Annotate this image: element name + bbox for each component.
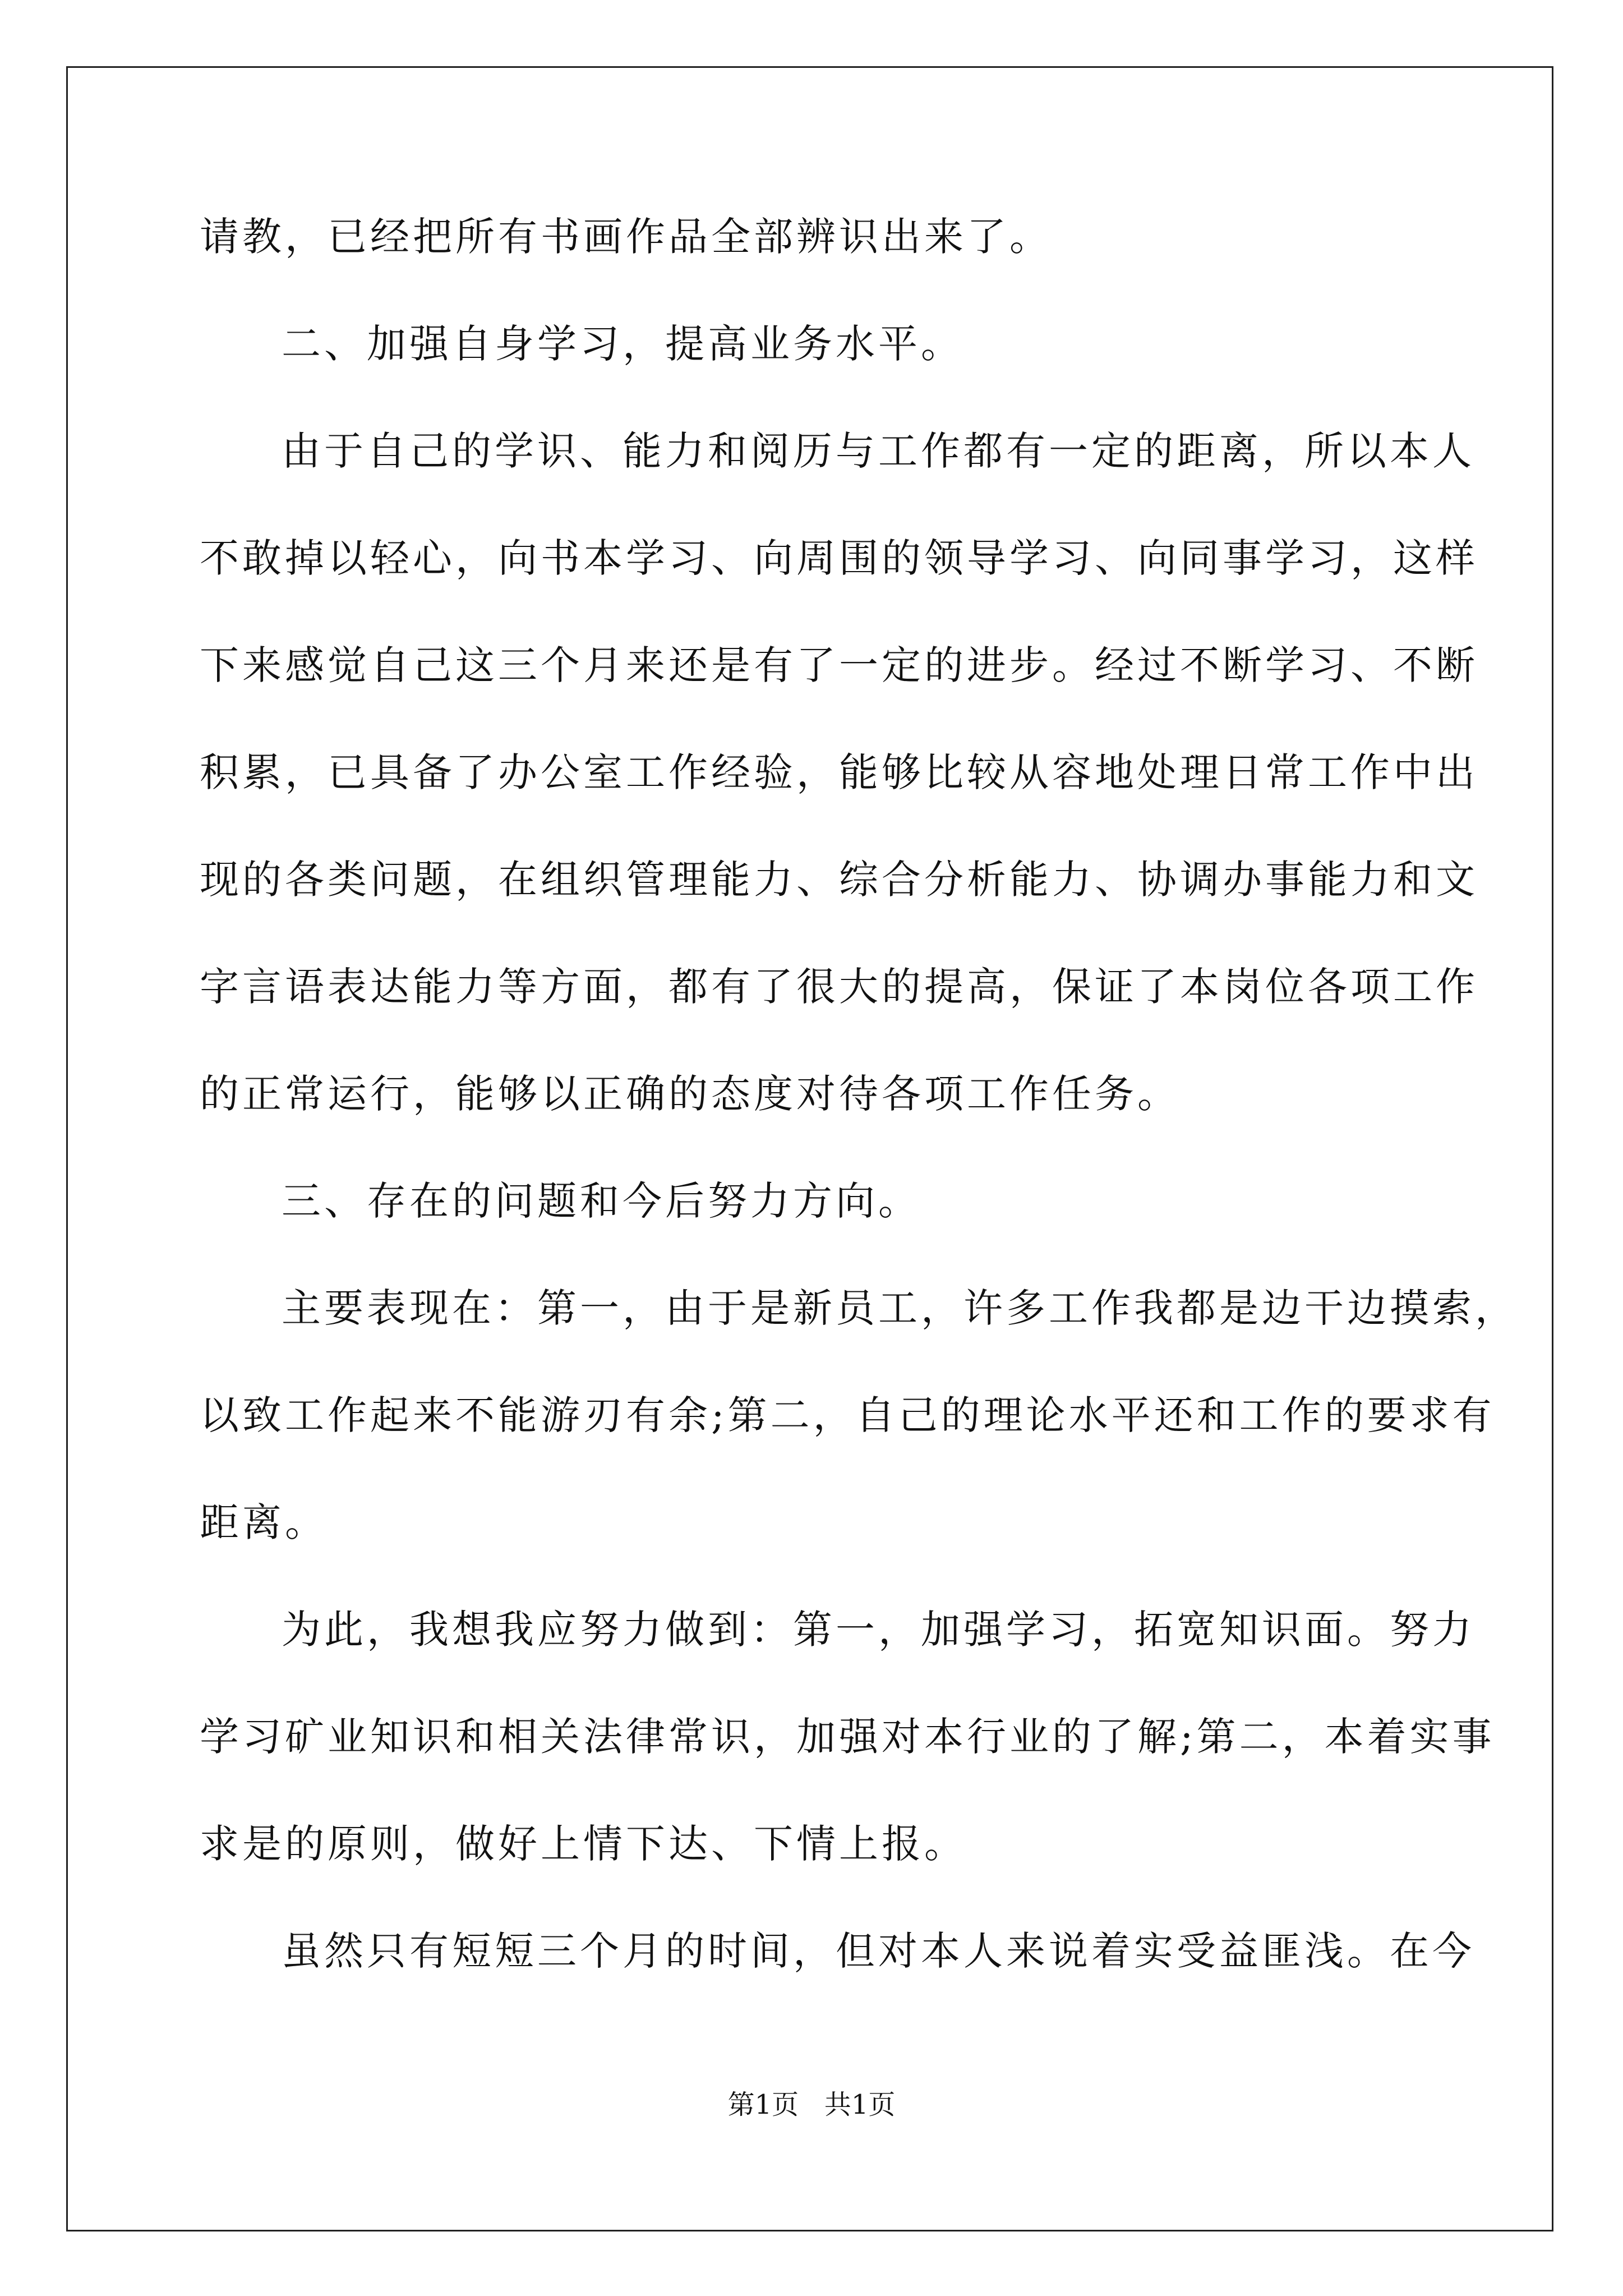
text-line-5: 下来感觉自己这三个月来还是有了一定的进步。经过不断学习、不断 [200,642,1478,688]
text-line-15: 学习矿业知识和相关法律常识，加强对本行业的了解;第二，本着实事 [200,1714,1495,1760]
text-line-3: 由于自己的学识、能力和阅历与工作都有一定的距离，所以本人 [282,428,1475,474]
text-line-6: 积累，已具备了办公室工作经验，能够比较从容地处理日常工作中出 [200,749,1478,795]
text-line-13: 距离。 [200,1499,328,1545]
text-line-4: 不敢掉以轻心，向书本学习、向周围的领导学习、向同事学习，这样 [200,535,1478,581]
text-line-1: 请教，已经把所有书画作品全部辨识出来了。 [200,214,1052,260]
text-line-7: 现的各类问题，在组织管理能力、综合分析能力、协调办事能力和文 [200,857,1478,903]
page-number-footer: 第1页 共1页 [727,2089,896,2120]
text-line-11: 主要表现在：第一，由于是新员工，许多工作我都是边干边摸索， [282,1285,1518,1331]
text-line-2: 二、加强自身学习，提高业务水平。 [282,321,963,367]
text-line-12: 以致工作起来不能游刃有余;第二，自己的理论水平还和工作的要求有 [200,1392,1495,1438]
page-border [66,66,1553,2231]
text-line-17: 虽然只有短短三个月的时间，但对本人来说着实受益匪浅。在今 [282,1928,1475,1974]
text-line-9: 的正常运行，能够以正确的态度对待各项工作任务。 [200,1071,1180,1117]
text-line-10: 三、存在的问题和今后努力方向。 [282,1178,921,1224]
text-line-8: 字言语表达能力等方面，都有了很大的提高，保证了本岗位各项工作 [200,964,1478,1010]
text-line-16: 求是的原则，做好上情下达、下情上报。 [200,1821,967,1867]
text-line-14: 为此，我想我应努力做到：第一，加强学习，拓宽知识面。努力 [282,1607,1475,1653]
